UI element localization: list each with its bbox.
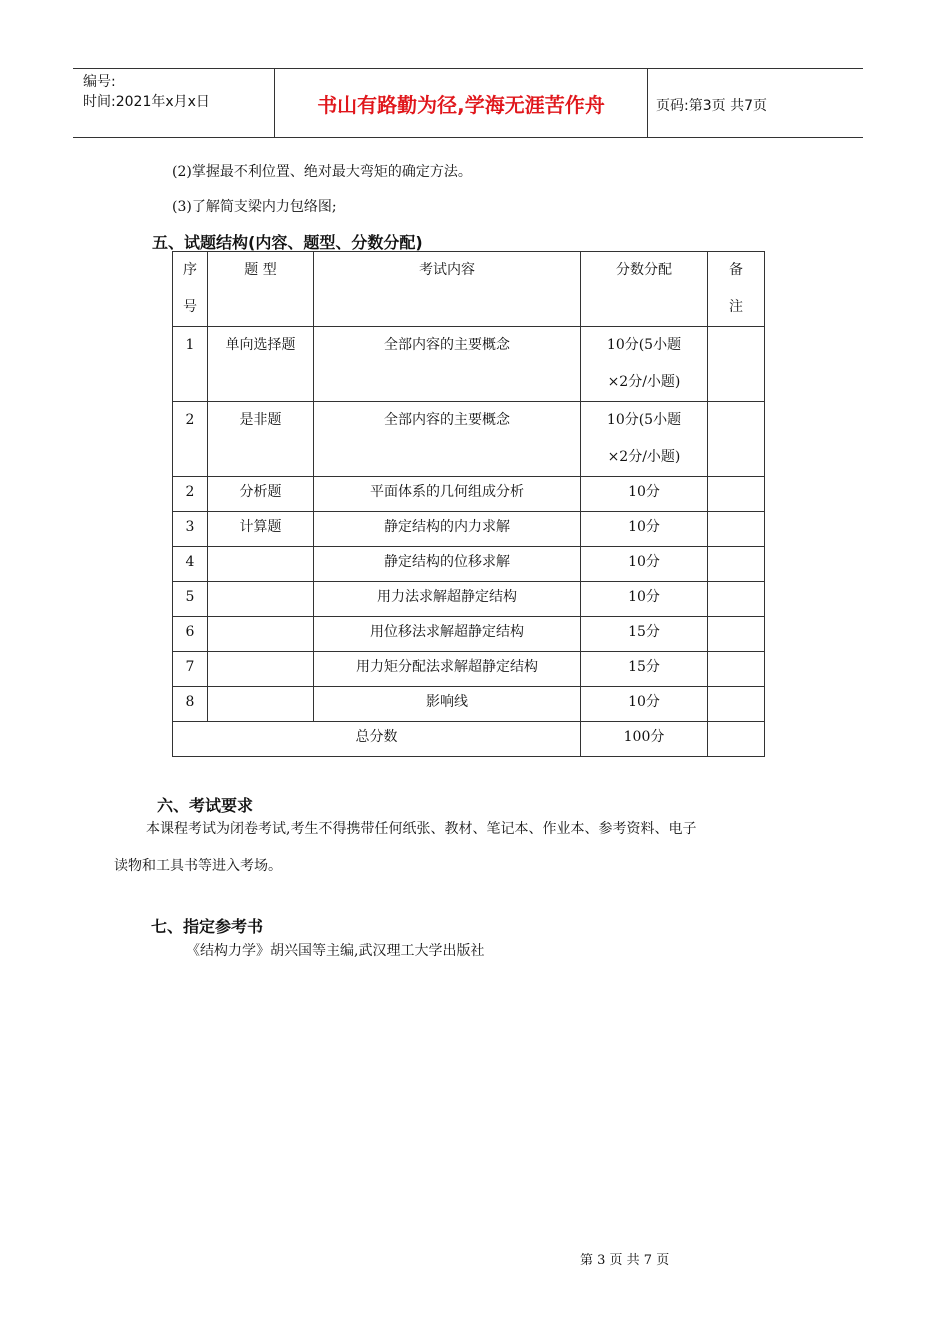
row-note <box>708 547 765 582</box>
row-type: 分析题 <box>208 477 314 512</box>
row-score: 15分 <box>581 652 708 687</box>
row-content: 静定结构的内力求解 <box>314 512 581 547</box>
row-seq: 1 <box>173 327 208 402</box>
header-score: 分数分配 <box>581 252 708 327</box>
row-score: 10分 <box>581 582 708 617</box>
row-seq: 2 <box>173 402 208 477</box>
row-type <box>208 687 314 722</box>
table-row <box>173 652 765 687</box>
table-row <box>173 402 765 477</box>
section5-title: 五、试题结构(内容、题型、分数分配) <box>152 233 423 252</box>
row-score: 10分 <box>581 687 708 722</box>
section6-title: 六、考试要求 <box>157 796 254 815</box>
total-value: 100分 <box>581 722 708 757</box>
row-note <box>708 477 765 512</box>
row-type <box>208 617 314 652</box>
row-type: 单向选择题 <box>208 327 314 402</box>
time-label: 时间:2021年x月x日 <box>83 94 210 110</box>
header-page-label: 页码:第3页 共7页 <box>656 98 767 114</box>
row-content: 平面体系的几何组成分析 <box>314 477 581 512</box>
table-header-row <box>173 252 765 327</box>
row-content: 用位移法求解超静定结构 <box>314 617 581 652</box>
header-motto: 书山有路勤为径,学海无涯苦作舟 <box>275 69 648 137</box>
intro-item-2: (2)掌握最不利位置、绝对最大弯矩的确定方法。 <box>172 164 472 180</box>
table-row <box>173 327 765 402</box>
row-score: 10分 <box>581 512 708 547</box>
row-seq: 3 <box>173 512 208 547</box>
row-content: 全部内容的主要概念 <box>314 402 581 477</box>
row-type <box>208 547 314 582</box>
row-seq: 4 <box>173 547 208 582</box>
header-note: 备 注 <box>708 252 765 327</box>
section6-line2: 读物和工具书等进入考场。 <box>114 858 282 874</box>
row-note <box>708 582 765 617</box>
table-row <box>173 582 765 617</box>
row-note <box>708 402 765 477</box>
table-total-row <box>173 722 765 757</box>
row-type <box>208 582 314 617</box>
section6-line1: 本课程考试为闭卷考试,考生不得携带任何纸张、教材、笔记本、作业本、参考资料、电子 <box>146 821 697 837</box>
row-score: 10分 <box>581 547 708 582</box>
row-content: 静定结构的位移求解 <box>314 547 581 582</box>
row-content: 影响线 <box>314 687 581 722</box>
header-content: 考试内容 <box>314 252 581 327</box>
section7-title: 七、指定参考书 <box>151 917 264 936</box>
row-content: 用力法求解超静定结构 <box>314 582 581 617</box>
row-seq: 2 <box>173 477 208 512</box>
row-note <box>708 652 765 687</box>
total-note <box>708 722 765 757</box>
row-type: 是非题 <box>208 402 314 477</box>
row-content: 全部内容的主要概念 <box>314 327 581 402</box>
header-seq: 序 号 <box>173 252 208 327</box>
row-seq: 6 <box>173 617 208 652</box>
table-row <box>173 512 765 547</box>
page-footer: 第 3 页 共 7 页 <box>580 1253 670 1268</box>
row-note <box>708 687 765 722</box>
header-type: 题 型 <box>208 252 314 327</box>
row-content: 用力矩分配法求解超静定结构 <box>314 652 581 687</box>
row-type: 计算题 <box>208 512 314 547</box>
exam-structure-table <box>172 251 765 757</box>
row-score: 10分 <box>581 477 708 512</box>
number-label: 编号: <box>83 74 116 90</box>
header-meta <box>73 69 275 137</box>
row-note <box>708 617 765 652</box>
row-note <box>708 327 765 402</box>
row-seq: 7 <box>173 652 208 687</box>
row-score: 15分 <box>581 617 708 652</box>
total-label: 总分数 <box>173 722 581 757</box>
table-row <box>173 547 765 582</box>
row-type <box>208 652 314 687</box>
row-seq: 5 <box>173 582 208 617</box>
page-header <box>73 68 863 138</box>
row-score: 10分(5小题 ×2分/小题) <box>581 402 708 477</box>
section7-book: 《结构力学》胡兴国等主编,武汉理工大学出版社 <box>186 943 485 959</box>
intro-item-3: (3)了解简支梁内力包络图; <box>172 199 337 215</box>
row-score: 10分(5小题 ×2分/小题) <box>581 327 708 402</box>
table-row <box>173 617 765 652</box>
table-row <box>173 687 765 722</box>
table-row <box>173 477 765 512</box>
row-seq: 8 <box>173 687 208 722</box>
row-note <box>708 512 765 547</box>
